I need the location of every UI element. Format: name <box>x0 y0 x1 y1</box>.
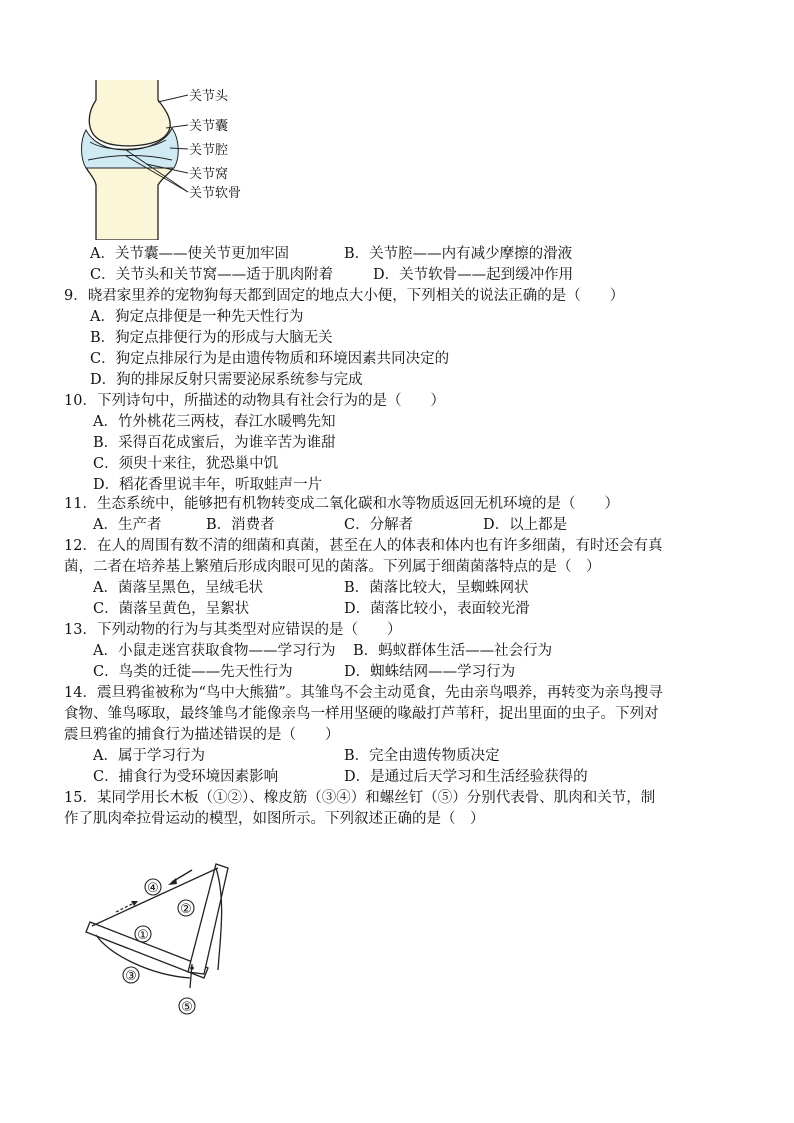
q10-option-b: B．采得百花成蜜后，为谁辛苦为谁甜 <box>93 435 336 451</box>
label-1: ① <box>137 928 149 943</box>
q14-stem-line3: 震旦鸦雀的捕食行为描述错误的是（ ） <box>64 727 340 743</box>
label-joint-cavity: 关节腔 <box>189 143 229 158</box>
q13-option-a: A．小鼠走迷宫获取食物——学习行为 <box>93 643 336 659</box>
q12-option-d: D．菌落比较小，表面较光滑 <box>344 601 530 617</box>
q12-option-c: C．菌落呈黄色，呈絮状 <box>93 601 250 617</box>
q9-stem: 9．晓君家里养的宠物狗每天都到固定的地点大小便，下列相关的说法正确的是（ ） <box>64 288 625 304</box>
q9-option-a: A．狗定点排便是一种先天性行为 <box>90 309 304 325</box>
q10-stem: 10．下列诗句中，所描述的动物具有社会行为的是（ ） <box>64 393 445 409</box>
q12-stem-line1: 12．在人的周围有数不清的细菌和真菌，甚至在人的体表和体内也有许多细菌，有时还会有真 <box>64 538 663 554</box>
label-4: ④ <box>147 881 159 896</box>
label-2: ② <box>180 902 192 917</box>
q10-option-d: D．稻花香里说丰年，听取蛙声一片 <box>93 477 323 493</box>
label-5: ⑤ <box>181 1000 193 1015</box>
q13-option-b: B．蚂蚁群体生活——社会行为 <box>353 643 553 659</box>
q14-option-c: C．捕食行为受环境因素影响 <box>93 769 279 785</box>
q8-option-d: D．关节软骨——起到缓冲作用 <box>373 267 574 283</box>
q14-stem-line2: 食物、雏鸟啄取，最终雏鸟才能像亲鸟一样用坚硬的喙敲打芦苇秆，捉出里面的虫子。下列对 <box>64 706 659 722</box>
q9-option-d: D．狗的排尿反射只需要泌尿系统参与完成 <box>90 372 363 388</box>
label-joint-socket: 关节窝 <box>189 167 229 182</box>
q10-option-a: A．竹外桃花三两枝，春江水暖鸭先知 <box>93 414 336 430</box>
q9-option-c: C．狗定点排尿行为是由遗传物质和环境因素共同决定的 <box>90 351 450 367</box>
q14-stem-line1: 14．震旦鸦雀被称为“鸟中大熊猫”。其雏鸟不会主动觅食，先由亲鸟喂养，再转变为亲鸟搜寻 <box>64 685 663 701</box>
joint-diagram <box>66 80 266 240</box>
q13-stem: 13．下列动物的行为与其类型对应错误的是（ ） <box>64 622 402 638</box>
rubber-band-4 <box>92 868 218 926</box>
label-joint-head: 关节头 <box>189 89 229 104</box>
label-joint-capsule: 关节囊 <box>189 119 229 134</box>
label-joint-cartilage: 关节软骨 <box>189 186 242 201</box>
q10-option-c: C．须臾十来往，犹恐巢中饥 <box>93 456 279 472</box>
muscle-model-diagram <box>80 860 240 1025</box>
q13-option-d: D．蜘蛛结网——学习行为 <box>344 664 516 680</box>
q13-option-c: C．鸟类的迁徙——先天性行为 <box>93 664 293 680</box>
q8-option-b: B．关节腔——内有减少摩擦的滑液 <box>344 246 573 262</box>
q11-option-d: D．以上都是 <box>483 517 568 533</box>
upper-bone <box>89 80 170 146</box>
q11-option-b: B．消费者 <box>206 517 275 533</box>
lower-bone <box>84 156 176 240</box>
q8-option-a: A．关节囊——使关节更加牢固 <box>90 246 289 262</box>
q15-stem-line1: 15．某同学用长木板（①②）、橡皮筋（③④）和螺丝钉（⑤）分别代表骨、肌肉和关节，制 <box>64 790 656 806</box>
q11-option-c: C．分解者 <box>344 517 414 533</box>
q11-option-a: A．生产者 <box>93 517 162 533</box>
q14-option-d: D．是通过后天学习和生活经验获得的 <box>344 769 588 785</box>
q12-stem-line2: 菌，二者在培养基上繁殖后形成肉眼可见的菌落。下列属于细菌菌落特点的是（ ） <box>64 559 601 575</box>
q11-stem: 11．生态系统中，能够把有机物转变成二氧化碳和水等物质返回无机环境的是（ ） <box>64 496 619 512</box>
q12-option-b: B．菌落比较大，呈蜘蛛网状 <box>344 580 529 596</box>
q15-stem-line2: 作了肌肉牵拉骨运动的模型，如图所示。下列叙述正确的是（ ） <box>64 811 485 827</box>
q14-option-b: B．完全由遗传物质决定 <box>344 748 500 764</box>
q12-option-a: A．菌落呈黑色，呈绒毛状 <box>93 580 263 596</box>
q8-option-c: C．关节头和关节窝——适于肌肉附着 <box>90 267 334 283</box>
label-3: ③ <box>125 969 137 984</box>
q14-option-a: A．属于学习行为 <box>93 748 205 764</box>
q9-option-b: B．狗定点排便行为的形成与大脑无关 <box>90 330 333 346</box>
